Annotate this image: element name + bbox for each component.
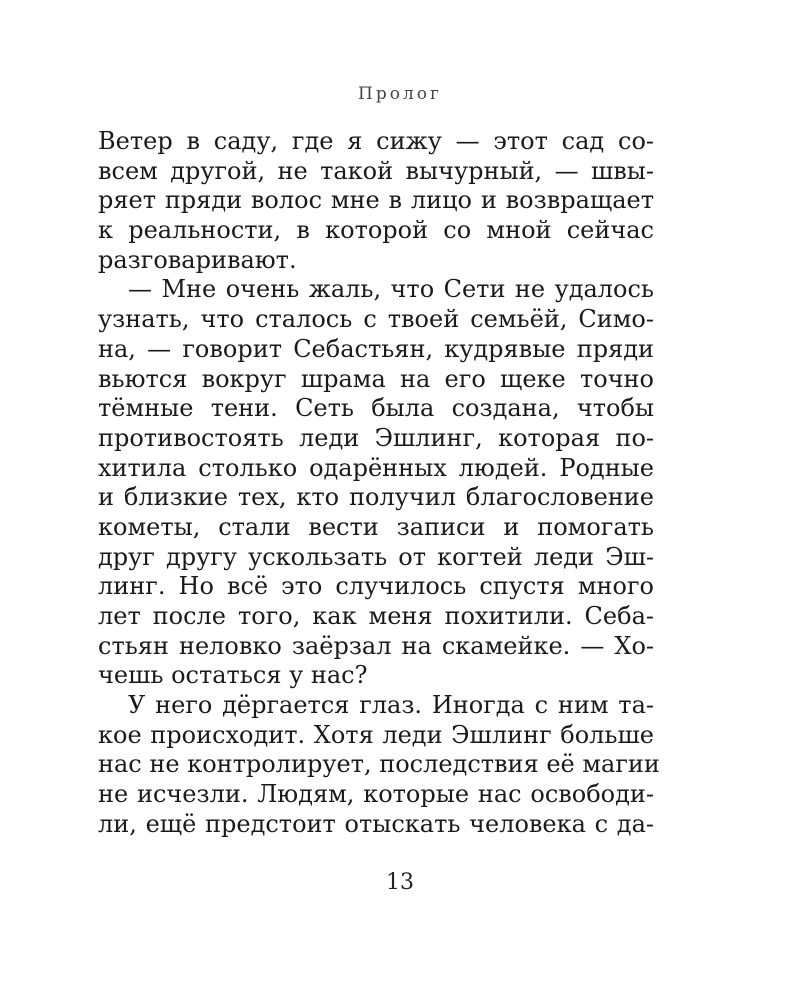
- text-line: стьян неловко заёрзал на скамейке. — Хо-: [98, 631, 654, 660]
- text-line: и близкие тех, кто получил благословение: [98, 483, 654, 512]
- text-line: друг другу ускользать от когтей леди Эш-: [98, 542, 654, 571]
- page-number: 13: [386, 870, 414, 895]
- text-line: тёмные тени. Сеть была создана, чтобы: [98, 394, 654, 423]
- chapter-title: Пролог: [358, 84, 442, 104]
- text-line: не исчезли. Людям, которые нас освободи-: [98, 780, 654, 809]
- text-line: узнать, что сталось с твоей семьёй, Симо-: [98, 305, 654, 334]
- text-line: разговаривают.: [98, 245, 297, 274]
- text-line: хитила столько одарённых людей. Родные: [98, 453, 654, 482]
- text-line: нас не контролирует, последствия её магии: [98, 750, 660, 779]
- text-line: к реальности, в которой со мной сейчас: [98, 216, 654, 245]
- text-line: чешь остаться у нас?: [98, 661, 368, 690]
- text-line: противостоять леди Эшлинг, которая по-: [98, 423, 654, 452]
- text-line: кое происходит. Хотя леди Эшлинг больше: [98, 720, 654, 749]
- text-line: на, — говорит Себастьян, кудрявые пряди: [98, 334, 654, 363]
- text-line: ли, ещё предстоит отыскать человека с да-: [98, 809, 654, 838]
- text-line: ряет пряди волос мне в лицо и возвращает: [98, 186, 654, 215]
- text-line: лет после того, как меня похитили. Себа-: [98, 602, 654, 630]
- text-line: кометы, стали вести записи и помогать: [98, 512, 654, 541]
- text-line: линг. Но всё это случилось спустя много: [98, 572, 654, 601]
- body-text: [98, 127, 660, 840]
- text-line: вьются вокруг шрама на его щеке точно: [98, 364, 654, 393]
- text-line: У него дёргается глаз. Иногда с ним та-: [128, 691, 654, 720]
- text-line: — Мне очень жаль, что Сети не удалось: [128, 275, 654, 304]
- text-line: Ветер в саду, где я сижу — этот сад со-: [98, 127, 654, 155]
- text-line: всем другой, не такой вычурный, — швы-: [98, 156, 654, 185]
